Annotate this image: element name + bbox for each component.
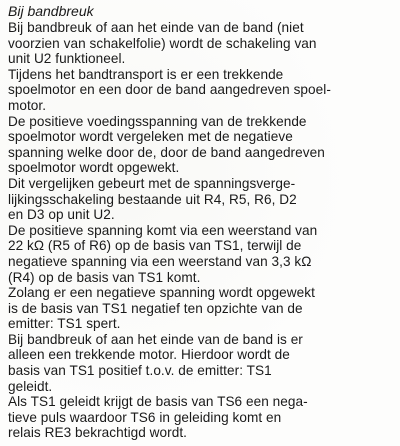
paragraph-3 [8, 114, 396, 176]
text-line: (R4) op de basis van TS1 komt. [8, 269, 201, 285]
paragraph-1 [8, 20, 396, 67]
text-line: spanning welke door de, door de band aangedreven [8, 144, 325, 160]
text-line: Tijdens het bandtransport is er een trekkende [8, 66, 284, 82]
text-line: negatieve spanning via een weerstand van 3,3 kΩ [8, 253, 312, 269]
text-line: unit U2 funktioneel. [8, 51, 126, 67]
paragraph-8 [8, 394, 396, 441]
text-line: lijkingsschakeling bestaande uit R4, R5, R6, D2 [8, 191, 297, 207]
text-line: Dit vergelijken gebeurt met de spanningsverge- [8, 175, 296, 191]
text-line: motor. [8, 97, 47, 113]
paragraph-6 [8, 285, 396, 332]
text-line: Zolang er een negatieve spanning wordt opgewekt [8, 285, 315, 301]
text-line: en D3 op unit U2. [8, 207, 115, 223]
text-line: relais RE3 bekrachtigd wordt. [8, 425, 188, 441]
text-line: 22 kΩ (R5 of R6) op de basis van TS1, terwijl de [8, 238, 302, 254]
text-line: is de basis van TS1 negatief ten opzichte van de [8, 300, 303, 316]
text-line: tieve puls waardoor TS6 in geleiding komt en [8, 409, 282, 425]
text-line: basis van TS1 positief t.o.v. de emitter: TS1 [8, 363, 272, 379]
text-line: geleidt. [8, 378, 53, 394]
paragraph-5 [8, 223, 396, 285]
text-line: voorzien van schakelfolie) wordt de schakeling van [8, 35, 317, 51]
text-line: De positieve voedingsspanning van de trekkende [8, 113, 307, 129]
text-line: emitter: TS1 spert. [8, 316, 121, 332]
paragraph-7 [8, 332, 396, 394]
paragraph-2 [8, 67, 396, 114]
text-line: spoelmotor wordt opgewekt. [8, 160, 180, 176]
document-body [8, 2, 396, 441]
text-line: Bij bandbreuk of aan het einde van de band (niet [8, 20, 304, 35]
paragraph-4 [8, 176, 396, 223]
section-heading: Bij bandbreuk [8, 3, 94, 19]
text-line: Bij bandbreuk of aan het einde van de band is er [8, 331, 303, 347]
text-line: spoelmotor wordt vergeleken met de negatieve [8, 129, 293, 145]
text-line: alleen een trekkende motor. Hierdoor wordt de [8, 347, 290, 363]
text-line: spoelmotor en een door de band aangedreven spoel- [8, 82, 331, 98]
text-line: Als TS1 geleidt krijgt de basis van TS6 een nega- [8, 394, 308, 410]
text-line: De positieve spanning komt via een weerstand van [8, 222, 318, 238]
